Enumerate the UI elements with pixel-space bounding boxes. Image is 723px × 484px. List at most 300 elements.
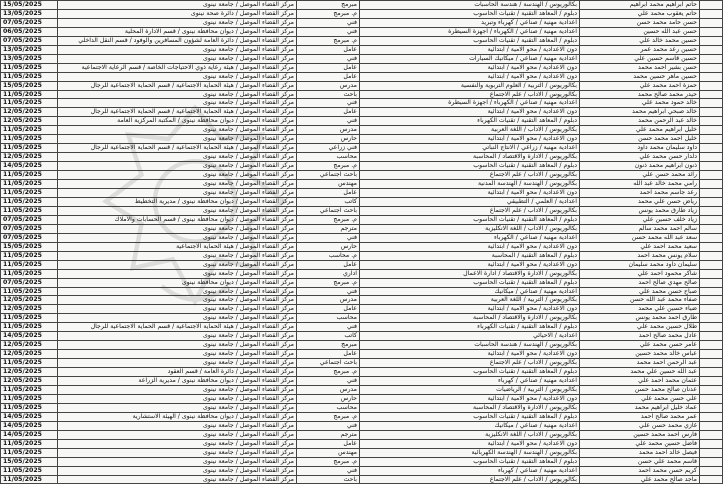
cell-qual: دبلوم / المعاهد التقنية / تقنيات الحاسوب [360, 278, 580, 287]
table-row [1, 332, 723, 341]
table-row [1, 457, 723, 466]
table-row [1, 242, 723, 251]
cell-qual: اعدادية مهنية / صناعي / ميكانيك [360, 421, 580, 430]
cell-qual: بكالوريوس / الاداب / اللغة الانكليزية [360, 224, 580, 233]
cell-no [700, 242, 723, 251]
cell-date: 13/05/2025 [1, 54, 58, 63]
cell-qual: بكالوريوس / الاداب / علم الاجتماع [360, 475, 580, 484]
cell-no [700, 350, 723, 359]
cell-qual: اعدادية مهنية / صناعي / كهرباء وتبريد [360, 18, 580, 27]
cell-date: 11/05/2025 [1, 189, 58, 198]
cell-place: مركز القضاء الموصل / جامعة نينوى [58, 359, 297, 368]
cell-place: مركز القضاء الموصل / ديوان محافظة نينوى / المكتبة المركزية العامة [58, 117, 297, 126]
cell-date: 11/05/2025 [1, 439, 58, 448]
cell-name: حاتم ابراهيم محمد ابراهيم [580, 1, 700, 10]
table-row [1, 215, 723, 224]
cell-place: مركز القضاء الموصل / جامعة نينوى [58, 153, 297, 162]
cell-place: مركز القضاء الموصل / جامعة نينوى [58, 72, 297, 81]
cell-qual: اعدادية مهنية / صناعي / ميكانيك [360, 287, 580, 296]
table-row [1, 81, 723, 90]
cell-title: عامل [297, 189, 360, 198]
cell-title: فني [297, 99, 360, 108]
cell-date: 12/05/2025 [1, 153, 58, 162]
cell-no [700, 72, 723, 81]
table-row [1, 54, 723, 63]
cell-date: 11/05/2025 [1, 385, 58, 394]
cell-qual: دبلوم / المعاهد التقنية / تقنيات الحاسوب [360, 457, 580, 466]
cell-date: 13/05/2025 [1, 45, 58, 54]
cell-qual: اعدادية مهنية / صناعي / الكهرباء [360, 233, 580, 242]
cell-no [700, 341, 723, 350]
cell-date: 11/05/2025 [1, 63, 58, 72]
cell-no [700, 385, 723, 394]
cell-no [700, 430, 723, 439]
cell-qual: دون الاعدادية / محو الامية / ابتدائية [360, 189, 580, 198]
cell-date: 14/05/2025 [1, 421, 58, 430]
cell-name: عبد الله حسين علي محمد [580, 368, 700, 377]
cell-title: باحث اجتماعي [297, 206, 360, 215]
cell-no [700, 403, 723, 412]
cell-title: كاتب [297, 332, 360, 341]
cell-title: عامل [297, 72, 360, 81]
cell-date: 11/05/2025 [1, 251, 58, 260]
cell-name: حمزة احمد محمد علي [580, 81, 700, 90]
cell-qual: دبلوم / المعاهد التقنية / المحاسبة [360, 251, 580, 260]
cell-title: م. مبرمج [297, 9, 360, 18]
cell-no [700, 197, 723, 206]
cell-place: مركز القضاء الموصل / هيئة رعاية ذوي الاحتياجات الخاصة / قسم الرعاية الاجتماعية [58, 63, 297, 72]
cell-no [700, 126, 723, 135]
cell-name: علي حسن محمد علي [580, 394, 700, 403]
cell-date: 12/05/2025 [1, 108, 58, 117]
cell-date: 14/05/2025 [1, 412, 58, 421]
cell-date: 12/05/2025 [1, 117, 58, 126]
cell-name: عثمان محمد احمد علي [580, 377, 700, 386]
cell-place: مركز القضاء الموصل / دائرة العامة / قسم العقود [58, 368, 297, 377]
table-row [1, 197, 723, 206]
cell-place: مركز القضاء الموصل / جامعة نينوى [58, 421, 297, 430]
cell-title: فني [297, 18, 360, 27]
cell-place: مركز القضاء الموصل / جامعة نينوى [58, 457, 297, 466]
cell-date: 11/05/2025 [1, 475, 58, 484]
cell-no [700, 332, 723, 341]
cell-date: 11/05/2025 [1, 448, 58, 457]
cell-place: مركز القضاء الموصل / جامعة نينوى [58, 287, 297, 296]
cell-name: ماجد صالح محمد علي [580, 475, 700, 484]
cell-no [700, 448, 723, 457]
table-row [1, 260, 723, 269]
cell-qual: بكالوريوس / الاداب / علم الاجتماع [360, 171, 580, 180]
cell-qual: دبلوم / المعاهد التقنية / تقنيات الحاسوب [360, 412, 580, 421]
cell-name: خالد عبد الرحمن محمد [580, 117, 700, 126]
cell-title: مهندس [297, 180, 360, 189]
cell-qual: دبلوم / المعاهد التقنية / تقنيات الكهرباء [360, 323, 580, 332]
cell-date: 15/05/2025 [1, 242, 58, 251]
cell-name: سليمان داود محمد سليمان [580, 260, 700, 269]
cell-title: كاتب [297, 197, 360, 206]
cell-no [700, 117, 723, 126]
cell-place: مركز القضاء الموصل / دائرة صحة نينوى [58, 9, 297, 18]
table-row [1, 350, 723, 359]
table-row [1, 1, 723, 10]
cell-qual: دون الاعدادية / محو الامية / ابتدائية [360, 260, 580, 269]
cell-place: مركز القضاء الموصل / جامعة نينوى [58, 403, 297, 412]
table-row [1, 233, 723, 242]
cell-title: باحث [297, 475, 360, 484]
cell-name: حسن حامد محمد حسن [580, 18, 700, 27]
cell-date: 12/05/2025 [1, 368, 58, 377]
cell-name: عمر محمد صالح احمد [580, 412, 700, 421]
cell-date: 11/05/2025 [1, 260, 58, 269]
cell-name: رائد محمد حسن علي [580, 171, 700, 180]
table-row [1, 412, 723, 421]
table-row [1, 36, 723, 45]
cell-name: رياض حسن علي محمد [580, 197, 700, 206]
cell-place: مركز القضاء الموصل / ديوان محافظة نينوى / الهيئة الاستشارية [58, 412, 297, 421]
cell-no [700, 36, 723, 45]
cell-place: مركز القضاء الموصل / جامعة نينوى [58, 233, 297, 242]
cell-no [700, 99, 723, 108]
cell-title: عامل [297, 45, 360, 54]
cell-place: مركز القضاء الموصل / دائرة العامة لشؤون المسافرين والوفود / قسم النقل الداخلي [58, 36, 297, 45]
cell-title: مدرس [297, 385, 360, 394]
cell-place: مركز القضاء الموصل / جامعة نينوى [58, 350, 297, 359]
cell-date: 11/05/2025 [1, 314, 58, 323]
cell-date: 11/05/2025 [1, 180, 58, 189]
table-row [1, 368, 723, 377]
cell-no [700, 439, 723, 448]
cell-name: حسين ماهر حسين محمد [580, 72, 700, 81]
cell-name: عامر حسن محمد علي [580, 341, 700, 350]
cell-name: صفاء محمد عبد الله حسن [580, 296, 700, 305]
cell-title: اداري [297, 269, 360, 278]
cell-title: مبرمج [297, 341, 360, 350]
cell-name: حسين قاسم حسين علي [580, 54, 700, 63]
cell-date: 15/05/2025 [1, 81, 58, 90]
cell-place: مركز القضاء الموصل / جامعة نينوى [58, 251, 297, 260]
cell-name: رعد جاسم محمد احمد [580, 189, 700, 198]
table-row [1, 439, 723, 448]
cell-place: مركز القضاء الموصل / جامعة نينوى [58, 466, 297, 475]
cell-date: 12/05/2025 [1, 296, 58, 305]
cell-no [700, 135, 723, 144]
cell-title: محاسب [297, 403, 360, 412]
table-row [1, 72, 723, 81]
table-row [1, 9, 723, 18]
cell-name: ضياء حسين علي محمد [580, 305, 700, 314]
cell-name: ذنون ابراهيم محمد ذنون [580, 162, 700, 171]
cell-no [700, 153, 723, 162]
cell-place: مركز القضاء الموصل / جامعة نينوى [58, 224, 297, 233]
table-row [1, 90, 723, 99]
cell-name: حسن عبد الله حسين [580, 27, 700, 36]
cell-title: فني [297, 233, 360, 242]
cell-qual: اعدادية مهنية / صناعي / كهرباء [360, 466, 580, 475]
cell-no [700, 189, 723, 198]
cell-qual: بكالوريوس / الادارة والاقتصاد / المحاسبة [360, 403, 580, 412]
cell-qual: دبلوم / المعاهد التقنية / تقنيات الحاسوب [360, 215, 580, 224]
cell-qual: بكالوريوس / الاداب / اللغة العربية [360, 126, 580, 135]
table-row [1, 269, 723, 278]
cell-title: عامل [297, 305, 360, 314]
cell-date: 13/05/2025 [1, 9, 58, 18]
cell-title: م. مبرمج [297, 412, 360, 421]
cell-title: م. مبرمج [297, 368, 360, 377]
cell-name: عادل محمد صالح احمد [580, 332, 700, 341]
cell-place: مركز القضاء الموصل / جامعة نينوى [58, 475, 297, 484]
cell-date: 11/05/2025 [1, 99, 58, 108]
cell-date: 07/05/2025 [1, 36, 58, 45]
cell-title: فني [297, 54, 360, 63]
cell-name: صباح حسن محمد علي [580, 287, 700, 296]
cell-qual: دون الاعدادية / محو الامية / ابتدائية [360, 394, 580, 403]
cell-name: عدنان صالح محمد حسن [580, 385, 700, 394]
cell-no [700, 206, 723, 215]
cell-place: مركز القضاء الموصل / جامعة نينوى [58, 296, 297, 305]
cell-title: فني [297, 421, 360, 430]
cell-place: مركز القضاء الموصل / جامعة نينوى [58, 135, 297, 144]
cell-title: مدرس [297, 81, 360, 90]
cell-name: سعيد محمد احمد علي [580, 242, 700, 251]
cell-no [700, 45, 723, 54]
cell-date: 11/05/2025 [1, 394, 58, 403]
cell-qual: اعدادية / العلمي / التطبيقي [360, 197, 580, 206]
cell-date: 07/05/2025 [1, 233, 58, 242]
cell-no [700, 269, 723, 278]
table-row [1, 278, 723, 287]
cell-title: مدرس [297, 296, 360, 305]
cell-qual: بكالوريوس / التربية / العلوم التربوية والنفسية [360, 81, 580, 90]
cell-no [700, 18, 723, 27]
cell-date: 11/05/2025 [1, 72, 58, 81]
cell-date: 12/05/2025 [1, 305, 58, 314]
cell-no [700, 359, 723, 368]
cell-place: مركز القضاء الموصل / جامعة نينوى [58, 430, 297, 439]
cell-qual: اعدادية مهنية / زراعي / الانتاج النباتي [360, 144, 580, 153]
cell-place: مركز القضاء الموصل / جامعة نينوى [58, 162, 297, 171]
cell-date: 11/05/2025 [1, 403, 58, 412]
cell-no [700, 9, 723, 18]
table-row [1, 63, 723, 72]
cell-title: م. مبرمج [297, 457, 360, 466]
cell-no [700, 323, 723, 332]
cell-no [700, 368, 723, 377]
cell-name: حسين محمد خالد علي [580, 36, 700, 45]
cell-title: حارس [297, 135, 360, 144]
cell-place: مركز القضاء الموصل / جامعة نينوى [58, 439, 297, 448]
cell-place: مركز القضاء الموصل / جامعة نينوى [58, 99, 297, 108]
cell-place: مركز القضاء الموصل / جامعة نينوى [58, 1, 297, 10]
cell-title: م. مبرمج [297, 162, 360, 171]
cell-place: مركز القضاء الموصل / جامعة نينوى [58, 18, 297, 27]
cell-place: مركز القضاء الموصل / هيئة الحماية الاجتماعية / قسم الحماية الاجتماعية للرجال [58, 81, 297, 90]
cell-place: مركز القضاء الموصل / ديوان محافظة نينوى / مديرية التخطيط [58, 197, 297, 206]
cell-date: 11/05/2025 [1, 206, 58, 215]
cell-title: فني [297, 287, 360, 296]
cell-no [700, 278, 723, 287]
cell-date: 14/05/2025 [1, 332, 58, 341]
cell-qual: دون الاعدادية / محو الامية / ابتدائية [360, 72, 580, 81]
cell-no [700, 224, 723, 233]
cell-place: مركز القضاء الموصل / جامعة نينوى [58, 189, 297, 198]
cell-qual: بكالوريوس / الاداب / علم الاجتماع [360, 206, 580, 215]
cell-date: 14/05/2025 [1, 162, 58, 171]
cell-name: دلدار حسن محمد علي [580, 153, 700, 162]
cell-date: 06/05/2025 [1, 27, 58, 36]
cell-no [700, 144, 723, 153]
employee-table-body [1, 1, 723, 484]
cell-name: حاتم يعقوب محمد علي [580, 9, 700, 18]
cell-date: 11/05/2025 [1, 197, 58, 206]
table-row [1, 475, 723, 484]
cell-name: حسن بشير احمد محمد [580, 63, 700, 72]
cell-qual: بكالوريوس / الاداب / علم الاجتماع [360, 90, 580, 99]
cell-qual: دبلوم / المعاهد التقنية / تقنيات الحاسوب [360, 36, 580, 45]
cell-title: مهندس [297, 448, 360, 457]
cell-title: م. مبرمج [297, 278, 360, 287]
cell-qual: دبلوم / المعاهد التقنية / تقنيات الحاسوب [360, 162, 580, 171]
cell-qual: بكالوريوس / الادارة والاقتصاد / المحاسبة [360, 153, 580, 162]
cell-date: 07/05/2025 [1, 278, 58, 287]
cell-qual: بكالوريوس / الادارة والاقتصاد / ادارة الاعمال [360, 269, 580, 278]
table-row [1, 314, 723, 323]
cell-title: عامل [297, 108, 360, 117]
cell-name: خليل ابراهيم محمد علي [580, 126, 700, 135]
table-row [1, 394, 723, 403]
cell-date: 11/05/2025 [1, 269, 58, 278]
cell-qual: بكالوريوس / الاداب / علم الاجتماع [360, 359, 580, 368]
cell-place: مركز القضاء الموصل / جامعة نينوى [58, 305, 297, 314]
cell-no [700, 1, 723, 10]
cell-no [700, 171, 723, 180]
cell-name: سعد عبد الله محمد حسن [580, 233, 700, 242]
cell-no [700, 90, 723, 99]
cell-qual: بكالوريوس / التربية / اللغة العربية [360, 296, 580, 305]
table-row [1, 126, 723, 135]
cell-no [700, 457, 723, 466]
cell-title: باحث [297, 90, 360, 99]
cell-title: م. مبرمج [297, 215, 360, 224]
table-row [1, 117, 723, 126]
cell-place: مركز القضاء الموصل / هيئة الحماية الاجتماعية / قسم الحماية الاجتماعية للرجال [58, 323, 297, 332]
cell-title: حارس [297, 394, 360, 403]
cell-place: مركز القضاء الموصل / جامعة نينوى [58, 394, 297, 403]
table-row [1, 421, 723, 430]
cell-name: عبد الرحمن احمد محمد [580, 359, 700, 368]
cell-date: 12/05/2025 [1, 377, 58, 386]
cell-date: 12/05/2025 [1, 350, 58, 359]
table-row [1, 144, 723, 153]
cell-name: خليل احمد محمد حسن [580, 135, 700, 144]
table-row [1, 153, 723, 162]
cell-no [700, 162, 723, 171]
cell-no [700, 394, 723, 403]
table-row [1, 206, 723, 215]
cell-qual: دون الاعدادية / محو الامية / ابتدائية [360, 63, 580, 72]
cell-title: فني [297, 323, 360, 332]
cell-no [700, 377, 723, 386]
cell-title: مترجم [297, 224, 360, 233]
cell-place: مركز القضاء الموصل / جامعة نينوى [58, 206, 297, 215]
table-row [1, 430, 723, 439]
table-row [1, 359, 723, 368]
cell-name: سلام يونس محمد احمد [580, 251, 700, 260]
cell-place: مركز القضاء الموصل / جامعة نينوى [58, 45, 297, 54]
table-row [1, 296, 723, 305]
cell-qual: اعدادية مهنية / صناعي / كهرباء [360, 377, 580, 386]
cell-date: 11/05/2025 [1, 90, 58, 99]
cell-name: طلال حسين محمد علي [580, 323, 700, 332]
table-row [1, 162, 723, 171]
cell-qual: دون الاعدادية / محو الامية / ابتدائية [360, 45, 580, 54]
cell-title: م. مبرمج [297, 36, 360, 45]
cell-place: مركز القضاء الموصل / جامعة نينوى [58, 260, 297, 269]
cell-place: مركز القضاء الموصل / ديوان محافظة نينوى / مديرية الزراعة [58, 377, 297, 386]
cell-name: غازي محمد حسن علي [580, 421, 700, 430]
cell-name: فارس احمد محمد حسين [580, 430, 700, 439]
cell-date: 15/05/2025 [1, 1, 58, 10]
cell-no [700, 180, 723, 189]
cell-qual: بكالوريوس / الاداب / اللغة الانكليزية [360, 430, 580, 439]
cell-name: زياد خلف حسين علي [580, 215, 700, 224]
cell-title: باحث اجتماعي [297, 171, 360, 180]
cell-qual: بكالوريوس / الهندسة / هندسة الحاسبات [360, 341, 580, 350]
cell-date: 14/05/2025 [1, 430, 58, 439]
cell-qual: دون الاعدادية / محو الامية / ابتدائية [360, 305, 580, 314]
table-row [1, 403, 723, 412]
cell-qual: بكالوريوس / التربية / الرياضيات [360, 385, 580, 394]
cell-qual: دبلوم / المعاهد التقنية / تقنيات الحاسوب [360, 368, 580, 377]
cell-qual: دبلوم / المعاهد التقنية / تقنيات الحاسوب [360, 9, 580, 18]
cell-title: مدرس [297, 126, 360, 135]
cell-date: 11/05/2025 [1, 135, 58, 144]
cell-date: 07/05/2025 [1, 215, 58, 224]
table-row [1, 171, 723, 180]
cell-title: فني [297, 466, 360, 475]
cell-no [700, 27, 723, 36]
cell-place: مركز القضاء الموصل / جامعة نينوى [58, 54, 297, 63]
cell-title: باحث اجتماعي [297, 359, 360, 368]
cell-title: مبرمج [297, 1, 360, 10]
cell-place: مركز القضاء الموصل / جامعة نينوى [58, 332, 297, 341]
cell-name: عماد خليل ابراهيم محمد [580, 403, 700, 412]
cell-name: سالم احمد محمد سالم [580, 224, 700, 233]
cell-date: 11/05/2025 [1, 144, 58, 153]
cell-date: 07/05/2025 [1, 224, 58, 233]
table-row [1, 377, 723, 386]
cell-qual: بكالوريوس / الهندسة / الهندسة المدنية [360, 180, 580, 189]
table-row [1, 135, 723, 144]
cell-date: 11/05/2025 [1, 359, 58, 368]
cell-title: محاسب [297, 153, 360, 162]
cell-place: مركز القضاء الموصل / هيئة الحماية الاجتماعية / قسم الحماية الاجتماعية للرجال [58, 144, 297, 153]
cell-no [700, 305, 723, 314]
table-row [1, 45, 723, 54]
cell-no [700, 251, 723, 260]
cell-place: مركز القضاء الموصل / جامعة نينوى [58, 385, 297, 394]
cell-place: مركز القضاء الموصل / جامعة نينوى [58, 448, 297, 457]
table-row [1, 448, 723, 457]
cell-date: 15/05/2025 [1, 457, 58, 466]
cell-name: رامي محمد خالد عبد الله [580, 180, 700, 189]
cell-name: خالد صبحي ابراهيم محمد [580, 108, 700, 117]
table-row [1, 108, 723, 117]
cell-place: مركز القضاء الموصل / جامعة نينوى [58, 90, 297, 99]
cell-place: مركز القضاء الموصل / جامعة نينوى [58, 180, 297, 189]
cell-place: مركز القضاء الموصل / جامعة نينوى [58, 269, 297, 278]
cell-name: عباس خالد محمد حسين [580, 350, 700, 359]
table-row [1, 180, 723, 189]
